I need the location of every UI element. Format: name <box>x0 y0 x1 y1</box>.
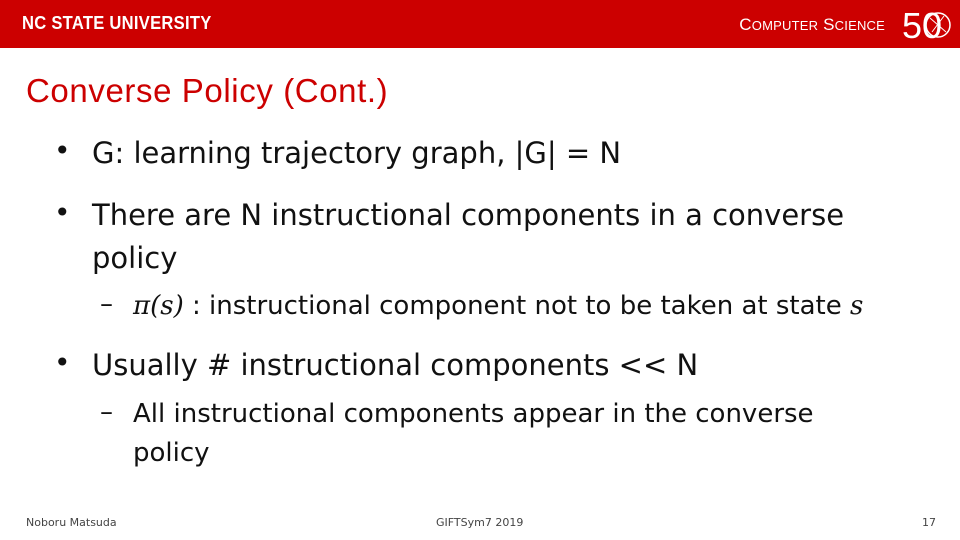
university-logo-text: NC STATE UNIVERSITY <box>22 13 212 33</box>
bullet-3: Usually # instructional components << N <box>92 348 699 382</box>
state-variable: s <box>849 291 864 321</box>
page-number: 17 <box>922 516 936 529</box>
dept-cap-1: C <box>739 15 752 34</box>
bullet-marker: • <box>54 134 71 167</box>
sub-bullet-1 <box>133 287 863 325</box>
bullet-marker: • <box>54 346 71 379</box>
sub-bullet-2-line-1: All instructional components appear in the converse <box>133 399 814 429</box>
dept-cap-2: S <box>823 15 835 34</box>
bullet-2-line-2: policy <box>92 241 178 275</box>
bullet-1: G: learning trajectory graph, |G| = N <box>92 136 622 170</box>
slide-title: Converse Policy (Cont.) <box>26 72 389 109</box>
footer-author: Noboru Matsuda <box>26 516 117 529</box>
dept-rest-2: CIENCE <box>834 18 885 33</box>
sub-bullet-1-text: : instructional component not to be taken at state <box>183 291 850 321</box>
logo-50-text: 50 <box>902 5 943 44</box>
bullet-marker: • <box>54 196 71 229</box>
dept-rest-1: OMPUTER <box>751 18 819 33</box>
footer-event: GIFTSym7 2019 <box>436 516 524 529</box>
sub-bullet-marker: – <box>100 289 113 319</box>
bullet-2-line-1: There are N instructional components in a converse <box>92 198 845 232</box>
sub-bullet-marker: – <box>100 397 113 427</box>
sub-bullet-2-line-2: policy <box>133 438 210 468</box>
pi-of-s: π(s) <box>133 291 184 321</box>
